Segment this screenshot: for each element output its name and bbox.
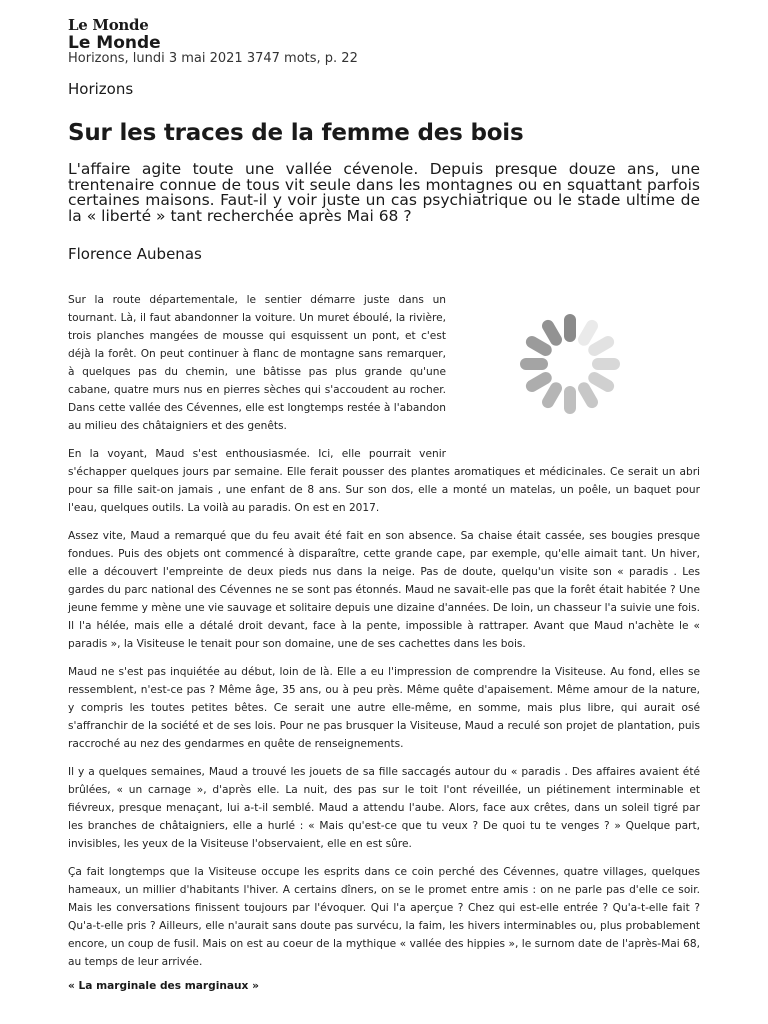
- paragraph: Ça fait longtemps que la Visiteuse occupe les esprits dans ce coin perché des Cévennes, quatre villages, quelques hameaux, un millier d'habitants l'hiver. A certains dîners, on se le promet entre amis : on ne parle pas d'elle ce soir. Mais les conversations finissent toujours par l'évoquer. Qui l'a aperçue ? Chez qui est-elle entrée ? Qu'a-t-elle fait ? Qu'a-t-elle pris ? Ailleurs, elle n'aurait sans doute pas survécu, la faim, les hivers interminables ou, plus probablement encore, un coup de fusil. Mais on est au coeur de la mythique « vallée des hippies », le surnom date de l'après-Mai 68, au temps de leur arrivée.: [68, 866, 700, 968]
- section-label: Horizons: [68, 80, 134, 98]
- spinner-segment: [520, 358, 548, 370]
- le-monde-logo: Le Monde: [68, 16, 149, 34]
- spinner-segment: [564, 314, 576, 342]
- spinner-segment: [564, 386, 576, 414]
- publication-name: Le Monde: [68, 33, 161, 53]
- paragraph: Maud ne s'est pas inquiétée au début, loin de là. Elle a eu l'impression de comprendre la Visiteuse. Au fond, elles se ressemblent, n'est-ce pas ? Même âge, 35 ans, ou à peu près. Même quête d'apaisement. Même amour de la nature, y compris les toutes petites bêtes. Ce serait une autre elle-même, en somme, mais plus libre, qui aurait osé s'affranchir de la société et de ses lois. Pour ne pas brusquer la Visiteuse, Maud a reculé son projet de plantation, puis raccroché au nez des gendarmes en quête de renseignements.: [68, 666, 700, 750]
- loading-spinner-icon: [516, 310, 624, 418]
- article-subheading: « La marginale des marginaux »: [68, 980, 259, 992]
- article-meta: Horizons, lundi 3 mai 2021 3747 mots, p. 22: [68, 51, 358, 66]
- article-author: Florence Aubenas: [68, 245, 202, 263]
- paragraph: Assez vite, Maud a remarqué que du feu avait été fait en son absence. Sa chaise était cassée, ses bougies presque fondues. Puis des objets ont commencé à disparaître, cette grande cape, par exemple, qu'elle aimait tant. Un hiver, elle a découvert l'empreinte de deux pieds nus dans la neige. Pas de doute, quelqu'un visite son « paradis . Les gardes du parc national des Cévennes ne se sont pas étonnés. Maud ne savait-elle pas que la forêt était habitée ? Une jeune femme y mène une vie sauvage et solitaire depuis une dizaine d'années. De loin, un chasseur l'a suivie une fois. Il l'a hélée, mais elle a détalé droit devant, face à la pente, impossible à rattraper. Avant que Maud n'achète le « paradis », la Visiteuse le tenait pour son domaine, une de ses cachettes dans les bois.: [68, 530, 700, 650]
- paragraph: Il y a quelques semaines, Maud a trouvé les jouets de sa fille saccagés autour du « paradis . Des affaires avaient été brûlées, « un carnage », d'après elle. La nuit, des pas sur le toit l'ont réveillée, un piétinement interminable et fiévreux, presque menaçant, lui a-t-il semblé. Maud a attendu l'aube. Alors, face aux crêtes, dans un soleil tigré par les branches de châtaigniers, elle a hurlé : « Mais qu'est-ce que tu veux ? De quoi tu te venges ? » Quelque part, invisibles, les yeux de la Visiteuse l'observaient, elle en est sûre.: [68, 766, 700, 850]
- article-title: Sur les traces de la femme des bois: [68, 120, 524, 146]
- paragraph: Sur la route départementale, le sentier démarre juste dans un tournant. Là, il faut abandonner la voiture. Un muret éboulé, la rivière, trois planches mangées de mousse qui esquissent un pont, et c'est déjà la forêt. On peut continuer à flanc de montagne sans remarquer, à quelques pas du chemin, une bâtisse pas plus grande qu'une cabane, quatre murs nus en pierres sèches qui s'accoudent au rocher. Dans cette vallée des Cévennes, elle est longtemps restée à l'abandon au milieu des châtaigniers et des genêts.: [68, 294, 446, 432]
- paragraph: En la voyant, Maud s'est enthousiasmée. Ici, elle pourrait venir s'échapper quelques jours par semaine. Elle ferait pousser des plantes aromatiques et médicinales. Ce serait un abri pour sa fille sait-on jamais , une enfant de 8 ans. Sur son dos, elle a monté un matelas, un poêle, un baquet pour l'eau, quelques outils. La voilà au paradis. On est en 2017.: [68, 448, 700, 514]
- spinner-segment: [592, 358, 620, 370]
- article-lede: L'affaire agite toute une vallée cévenole. Depuis presque douze ans, une trentenaire connue de tous vit seule dans les montagnes ou en squattant parfois certaines maisons. Faut-il y voir juste un cas psychiatrique ou le stade ultime de la « liberté » tant recherchée après Mai 68 ?: [68, 160, 700, 225]
